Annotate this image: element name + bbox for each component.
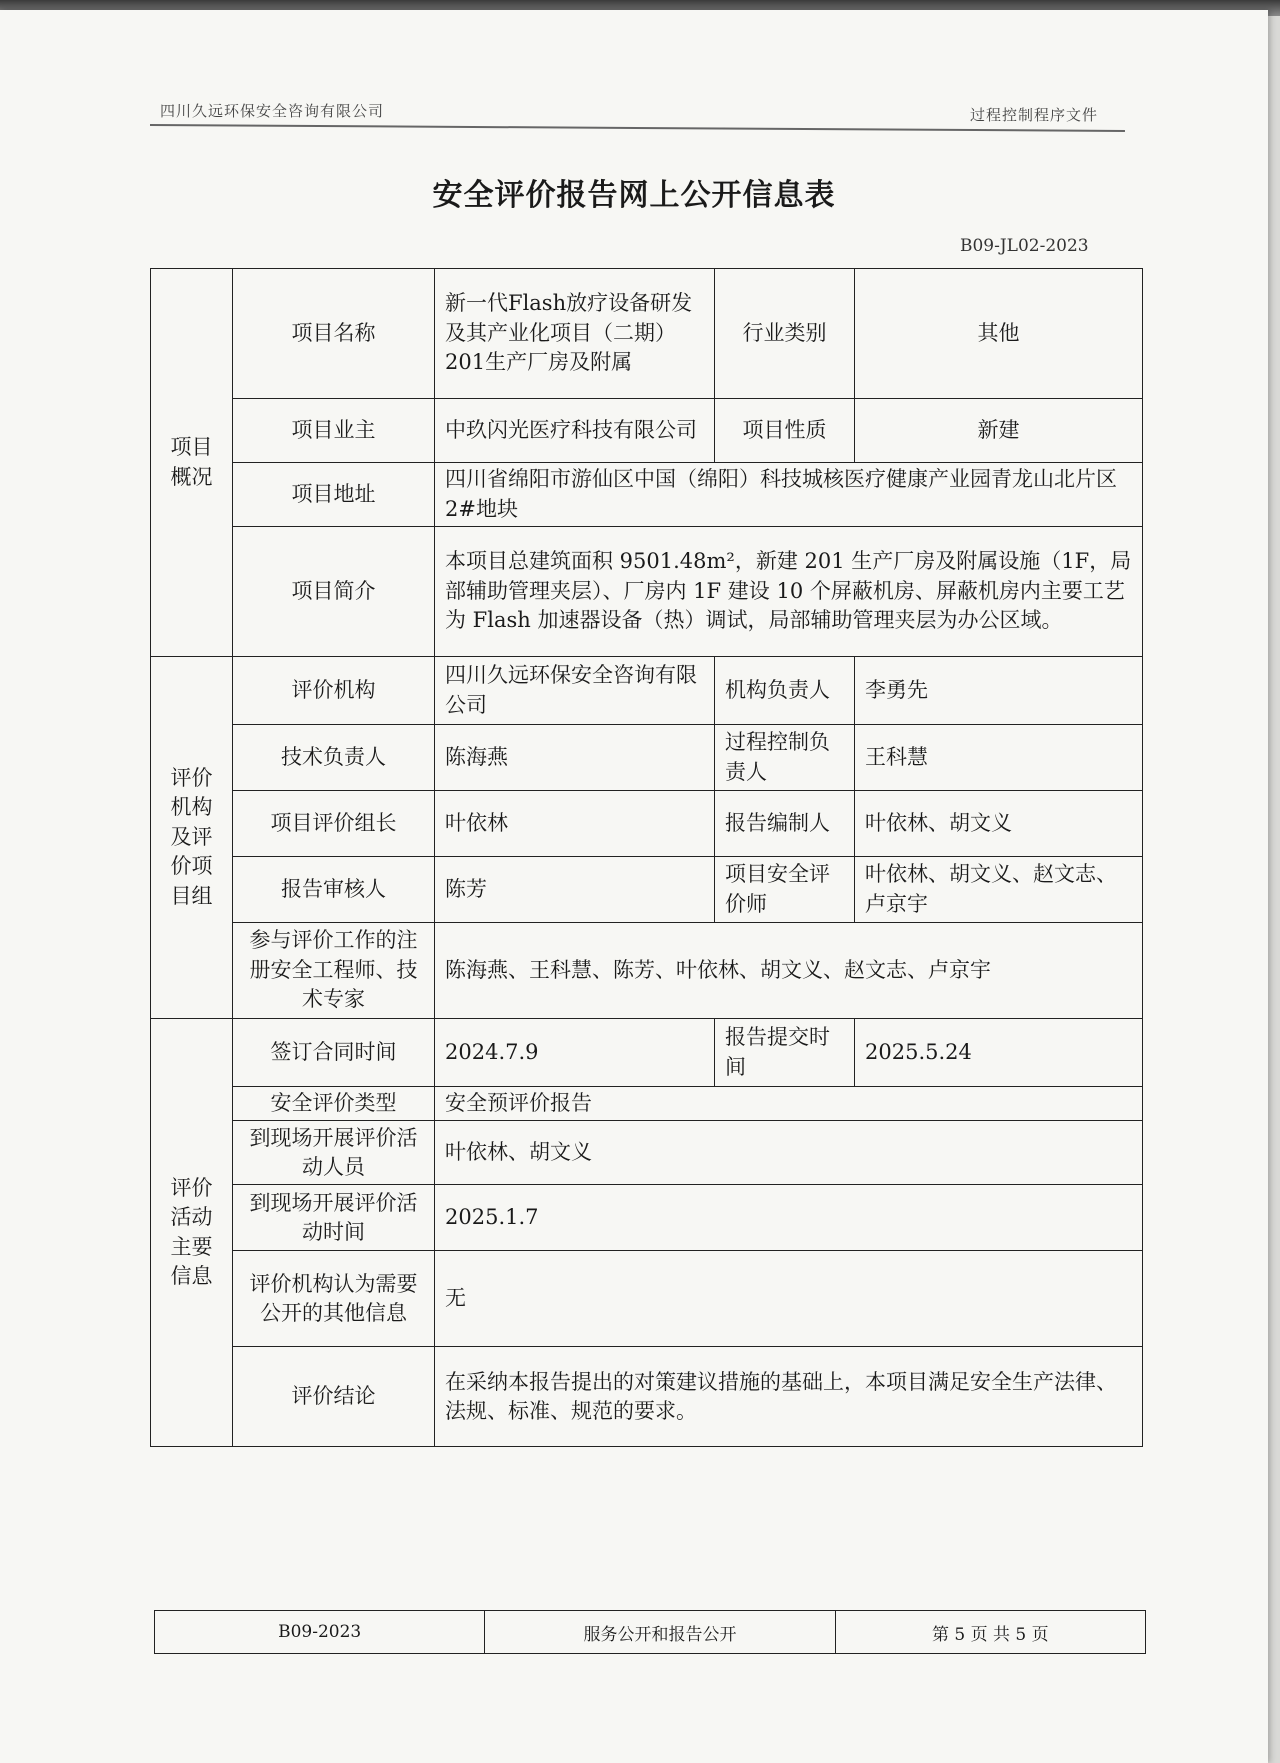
submit-date-value: 2025.5.24 [855,1019,1143,1087]
header-company: 四川久远环保安全咨询有限公司 [160,102,385,120]
industry-label: 行业类别 [715,269,855,399]
process-head-value: 王科慧 [855,725,1143,791]
info-table [150,268,1143,1447]
engineers-value: 陈海燕、王科慧、陈芳、叶依林、胡文义、赵文志、卢京宇 [435,923,1143,1019]
project-name-label: 项目名称 [233,269,435,399]
other-info-label: 评价机构认为需要公开的其他信息 [233,1251,435,1347]
agency-head-value: 李勇先 [855,657,1143,725]
footer-code: B09-2023 [155,1611,485,1653]
engineers-label: 参与评价工作的注册安全工程师、技术专家 [233,923,435,1019]
site-staff-label: 到现场开展评价活动人员 [233,1121,435,1185]
table-row [151,527,1143,657]
table-row [151,269,1143,399]
eval-type-label: 安全评价类型 [233,1087,435,1121]
table-row [151,399,1143,463]
industry-value: 其他 [855,269,1143,399]
project-name-value: 新一代Flash放疗设备研发及其产业化项目（二期）201生产厂房及附属 [435,269,715,399]
contract-date-value: 2024.7.9 [435,1019,715,1087]
nature-value: 新建 [855,399,1143,463]
reviewer-value: 陈芳 [435,857,715,923]
table-row [151,463,1143,527]
tech-head-label: 技术负责人 [233,725,435,791]
contract-date-label: 签订合同时间 [233,1019,435,1087]
owner-label: 项目业主 [233,399,435,463]
header-doc-type: 过程控制程序文件 [970,106,1099,124]
eval-type-value: 安全预评价报告 [435,1087,1143,1121]
owner-value: 中玖闪光医疗科技有限公司 [435,399,715,463]
leader-value: 叶依林 [435,791,715,857]
address-value: 四川省绵阳市游仙区中国（绵阳）科技城核医疗健康产业园青龙山北片区 2#地块 [435,463,1143,527]
site-date-label: 到现场开展评价活动时间 [233,1185,435,1251]
reviewer-label: 报告审核人 [233,857,435,923]
team-group-label: 评价机构及评价项目组 [151,657,233,1019]
intro-label: 项目简介 [233,527,435,657]
address-label: 项目地址 [233,463,435,527]
assessor-value: 叶依林、胡文义、赵文志、卢京宇 [855,857,1143,923]
process-head-label: 过程控制负责人 [715,725,855,791]
table-row [151,923,1143,1019]
footer-page-number: 第 5 页 共 5 页 [931,1624,1049,1645]
footer-section: 服务公开和报告公开 [485,1611,835,1653]
table-row [151,791,1143,857]
submit-date-label: 报告提交时间 [715,1019,855,1087]
page-title: 安全评价报告网上公开信息表 [432,178,836,213]
table-row [151,1185,1143,1251]
table-row [151,857,1143,923]
agency-value: 四川久远环保安全咨询有限公司 [435,657,715,725]
agency-label: 评价机构 [233,657,435,725]
table-row [151,1121,1143,1185]
intro-value: 本项目总建筑面积 9501.48m²，新建 201 生产厂房及附属设施（1F，局部辅助管理夹层）、厂房内 1F 建设 10 个屏蔽机房、屏蔽机房内主要工艺为 Flash 加速器设备（热）调试，局部辅助管理夹层为办公区域。 [435,527,1143,657]
agency-head-label: 机构负责人 [715,657,855,725]
compiler-value: 叶依林、胡文义 [855,791,1143,857]
activity-group-label: 评价活动主要信息 [151,1019,233,1447]
nature-label: 项目性质 [715,399,855,463]
table-row [151,657,1143,725]
table-row [151,725,1143,791]
assessor-label: 项目安全评价师 [715,857,855,923]
document-page [0,10,1268,1763]
table-row [151,1251,1143,1347]
table-row [151,1087,1143,1121]
leader-label: 项目评价组长 [233,791,435,857]
table-row [151,1347,1143,1447]
tech-head-value: 陈海燕 [435,725,715,791]
conclusion-label: 评价结论 [233,1347,435,1447]
table-row [151,1019,1143,1087]
form-code: B09-JL02-2023 [960,236,1089,256]
compiler-label: 报告编制人 [715,791,855,857]
overview-group-label: 项目概况 [151,269,233,657]
page-footer [154,1610,1146,1654]
other-info-value: 无 [435,1251,1143,1347]
site-date-value: 2025.1.7 [435,1185,1143,1251]
conclusion-value: 在采纳本报告提出的对策建议措施的基础上，本项目满足安全生产法律、法规、标准、规范的要求。 [435,1347,1143,1447]
header-divider [150,124,1125,132]
site-staff-value: 叶依林、胡文义 [435,1121,1143,1185]
